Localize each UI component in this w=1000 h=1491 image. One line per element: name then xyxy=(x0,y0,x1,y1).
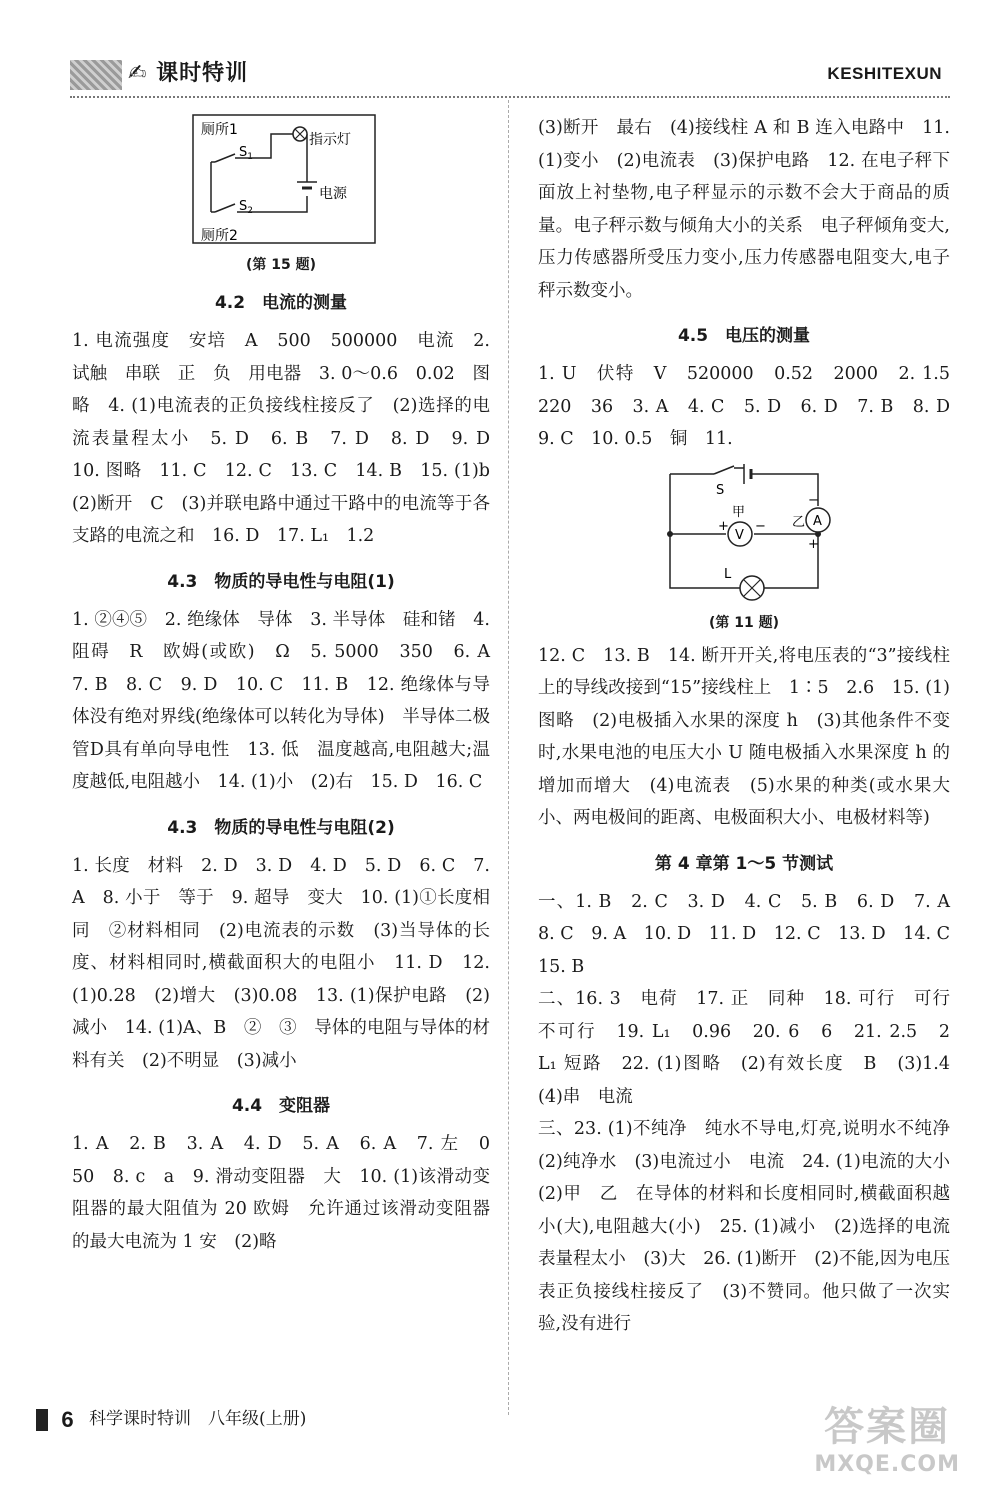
fig11-volt-minus: − xyxy=(755,518,766,534)
fig15-label-lamp: 指示灯 xyxy=(309,132,351,148)
fig11-amp-minus: − xyxy=(808,492,819,508)
watermark-main: 答案圈 xyxy=(824,1404,951,1450)
pen-icon: ✍ xyxy=(128,61,148,86)
section-4-3-2-answers: 1. 长度 材料 2. D 3. D 4. D 5. D 6. C 7. A 8. 小于 等于 9. 超导 变大 10. (1)①长度相同 ②材料相同 (2)电流表的示数 (3)当导体的长度、材料相同时,横截面积大的电阻小 11. D 12. (1)0.28 (2)增大 (3)0.08 13. (1)保护电路 (2)减小 14. (1)A、B ② ③ 导体的电阻与导体的材料有关 (2)不明显 (3)减小 xyxy=(72,855,490,1071)
watermark xyxy=(814,1395,960,1477)
figure-11-circuit xyxy=(644,456,844,606)
page-header xyxy=(0,0,1000,100)
section-4-5-answers: 1. U 伏特 V 520000 0.52 2000 2. 1.5 220 36 3. A 4. C 5. D 6. D 7. B 8. D 9. C 10. 0.5 铜 11. xyxy=(538,364,968,449)
left-column xyxy=(72,112,508,1258)
right-column xyxy=(538,112,968,1341)
fig15-label-bottom: 厕所2 xyxy=(201,228,238,244)
fig11-voltmeter-label: V xyxy=(735,527,744,543)
header-logo-text: 课时特训 xyxy=(156,61,249,86)
section-4-5-title: 4.5 电压的测量 xyxy=(677,326,811,346)
figure-15-circuit xyxy=(181,112,381,248)
header-rule xyxy=(70,96,950,98)
fig15-label-power: 电源 xyxy=(319,186,347,202)
section-4-4-answers: 1. A 2. B 3. A 4. D 5. A 6. A 7. 左 0 50 8. c a 9. 滑动变阻器 大 10. (1)该滑动变阻器的最大阻值为 20 欧姆 允许通过该滑动变阻器的最大电流为 1 安 (2)略 xyxy=(72,1134,508,1252)
figure-15-caption: (第 15 题) xyxy=(245,257,317,273)
header-pattern-block xyxy=(70,60,122,90)
chapter-test-part-2: 二、16. 3 电荷 17. 正 同种 18. 可行 可行 不可行 19. L₁ 0.96 20. 6 6 21. 2.5 2 L₁ 短路 22. (1)图略 (2)有效长度 B (3)1.4 (4)串 电流 xyxy=(538,989,968,1107)
chapter-test-title: 第 4 章第 1～5 节测试 xyxy=(654,853,834,874)
fig15-wires xyxy=(211,134,307,212)
watermark-site: MXQE.COM xyxy=(814,1452,960,1477)
section-4-5-answers-cont: 12. C 13. B 14. 断开开关,将电压表的“3”接线柱上的导线改接到“15”接线柱上 1∶5 2.6 15. (1)图略 (2)电极插入水果的深度 h (3)其他条件不变时,水果电池的电压大小 U 随电极插入水果深度 h 的增加而增大 (4)电流表 (5)水果的种类(或水果大小、两电极间的距离、电极面积大小、电极材料等) xyxy=(538,645,950,828)
fig11-label-yi: 乙 xyxy=(792,514,806,530)
section-4-2-answers: 1. 电流强度 安培 A 500 500000 电流 2. 试触 串联 正 负 用电器 3. 0～0.6 0.02 图略 4. (1)电流表的正负接线柱接反了 (2)选择的电流表量程太小 5. D 6. B 7. D 8. D 9. D 10. 图略 11. C 12. C 13. C 14. B 15. (1)b (2)断开 C (3)并联电路中通过干路中的电流等于各支路的电流之和 16. D 17. L₁ 1.2 xyxy=(72,331,508,546)
section-4-3-1-answers: 1. ②④⑤ 2. 绝缘体 导体 3. 半导体 硅和锗 4. 阻碍 R 欧姆(或欧) Ω 5. 5000 350 6. A 7. B 8. C 9. D 10. C 11. B 12. 绝缘体与导体没有绝对界线(绝缘体可以转化为导体) 半导体二极管D具有单向导电性 13. 低 温度越高,电阻越大;温度越低,电阻越小 14. (1)小 (2)右 15. D 16. C xyxy=(72,609,508,792)
fig11-label-s: S xyxy=(716,482,725,498)
section-4-2-title: 4.2 电流的测量 xyxy=(214,293,348,313)
figure-11-caption: (第 11 题) xyxy=(708,614,780,631)
header-series-name: KESHITEXUN xyxy=(827,64,942,83)
fig11-volt-plus: + xyxy=(718,518,729,534)
fig15-switch-s1 xyxy=(215,154,235,162)
continued-answers: (3)断开 最右 (4)接线柱 A 和 B 连入电路中 11. (1)变小 (2)电流表 (3)保护电路 12. 在电子秤下面放上衬垫物,电子秤显示的示数不会大于商品的质量。电子秤示数与倾角大小的关系 电子秤倾角变大,压力传感器所受压力变小,压力传感器电阻变大,电子秤示数变小。 xyxy=(538,118,950,301)
chapter-test-part-3: 三、23. (1)不纯净 纯水不导电,灯亮,说明水不纯净 (2)纯净水 (3)电流过小 电流 24. (1)电流的大小 (2)甲 乙 在导体的材料和长度相同时,横截面积越小(大),电阻越大(小) 25. (1)减小 (2)选择的电流表量程太小 (3)大 26. (1)断开 (2)不能,因为电压表正负接线柱接反了 (3)不赞同。他只做了一次实验,没有进行 xyxy=(538,1119,968,1334)
fig15-label-s2: $S_2$ xyxy=(239,199,253,216)
footer-bar xyxy=(36,1409,48,1431)
fig11-amp-plus: + xyxy=(808,536,819,552)
fig11-label-l: L xyxy=(724,566,732,582)
fig15-switch-s2 xyxy=(215,204,235,212)
fig15-label-top: 厕所1 xyxy=(201,122,238,138)
section-4-3-1-title: 4.3 物质的导电性与电阻(1) xyxy=(167,571,395,592)
page-number: 6 xyxy=(61,1406,74,1432)
header-logo xyxy=(128,56,248,87)
fig11-ammeter-label: A xyxy=(813,513,822,529)
fig11-switch xyxy=(714,466,734,474)
footer-book-title: 科学课时特训 八年级(上册) xyxy=(89,1409,307,1429)
fig11-junction-left xyxy=(667,531,673,537)
section-4-3-2-title: 4.3 物质的导电性与电阻(2) xyxy=(167,817,395,838)
page-footer xyxy=(36,1404,306,1433)
fig11-label-jia: 甲 xyxy=(732,504,746,520)
chapter-test-part-1: 一、1. B 2. C 3. D 4. C 5. B 6. D 7. A 8. C 9. A 10. D 11. D 12. C 13. D 14. C 15. B xyxy=(538,891,968,977)
column-divider xyxy=(508,100,509,1415)
section-4-4-title: 4.4 变阻器 xyxy=(231,1096,331,1116)
fig15-label-s1: $S_1$ xyxy=(239,145,253,162)
